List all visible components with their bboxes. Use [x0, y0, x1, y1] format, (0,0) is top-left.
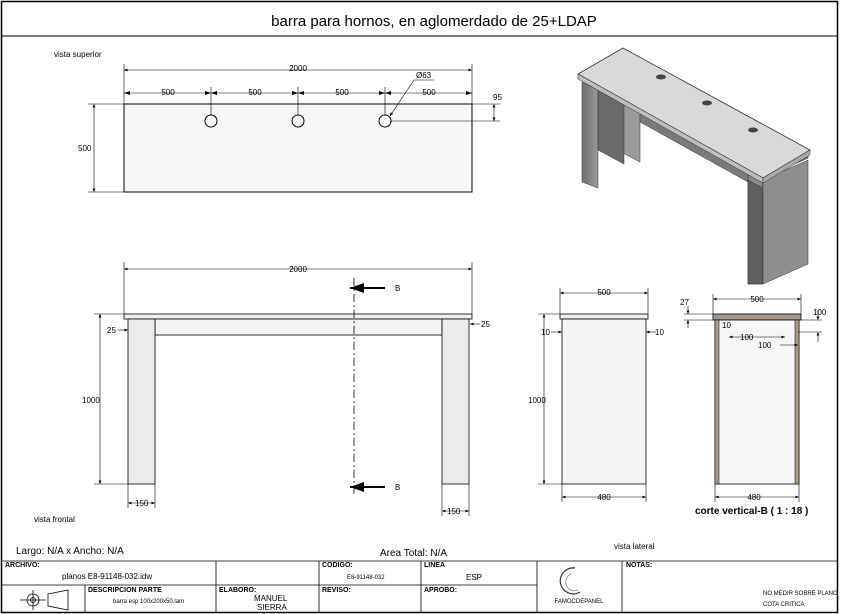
dim-front-top-right: 25	[481, 320, 490, 329]
hole-2	[292, 115, 304, 127]
side-view	[528, 288, 664, 551]
dimensions-info: Largo: N/A x Ancho: N/A	[16, 546, 124, 557]
dim-spacing-4: 500	[422, 88, 436, 97]
dim-front-total: 2000	[289, 265, 307, 274]
top-view	[54, 50, 502, 192]
dim-hole-diameter: Ø63	[416, 71, 432, 80]
dim-spacing-3: 500	[335, 88, 349, 97]
dim-section-inner-1: 100	[740, 333, 754, 342]
dim-top-total: 2000	[289, 64, 307, 73]
dim-top-depth: 500	[78, 144, 92, 153]
section-view-label: corte vertical-B ( 1 : 18 )	[695, 506, 809, 517]
drawing-title: barra para hornos, en aglomerdado de 25+LDAP	[271, 13, 597, 30]
area-total: Area Total: N/A	[380, 548, 448, 559]
company-logo	[555, 568, 605, 605]
descripcion-label: DESCRIPCION PARTE	[88, 587, 162, 594]
codigo-label: CODIGO:	[322, 562, 353, 569]
dim-front-leg-left: 150	[135, 499, 149, 508]
codigo-value: E8-91148-032	[347, 575, 385, 581]
elaboro-name-2: SIERRA	[257, 603, 287, 612]
section-marker-top: B	[395, 284, 401, 293]
dim-side-top-width: 500	[597, 288, 611, 297]
dim-section-right: 100	[813, 308, 827, 317]
dim-spacing-1: 500	[161, 88, 175, 97]
dim-side-overhang-left: 10	[541, 328, 550, 337]
archivo-label: ARCHIVO:	[5, 562, 40, 569]
projection-symbol	[20, 590, 68, 610]
dim-front-top-left: 25	[107, 326, 116, 335]
isometric-view	[578, 48, 810, 284]
dim-hole-offset: 95	[493, 93, 502, 102]
hole-3	[379, 115, 391, 127]
dim-section-inner-2: 100	[758, 341, 772, 350]
note-cota-critica: COTA CRITICA	[763, 602, 805, 608]
descripcion-value: barra esp 100x200x50.lam	[113, 599, 185, 605]
front-view	[34, 262, 490, 524]
reviso-label: REVISO:	[322, 587, 351, 594]
notas-label: NOTAS:	[626, 562, 653, 569]
dim-spacing-2: 500	[248, 88, 262, 97]
dim-section-overhang: 10	[722, 321, 731, 330]
aprobo-label: APROBO:	[424, 587, 458, 594]
dim-section-thickness: 27	[680, 298, 689, 307]
note-no-medir: NO MEDIR SOBRE PLANO	[763, 591, 838, 597]
side-view-label: vista lateral	[614, 542, 655, 551]
elaboro-name-1: MANUEL	[254, 594, 288, 603]
linea-label: LINEA	[424, 562, 445, 569]
elaboro-label: ELABORO:	[219, 587, 257, 594]
dim-section-top-width: 500	[750, 295, 764, 304]
dim-front-leg-right: 150	[447, 507, 461, 516]
top-view-label: vista superior	[54, 50, 102, 59]
logo-text: FAMOCDEPANEL	[554, 599, 604, 605]
linea-value: ESP	[466, 573, 483, 582]
front-view-label: vista frontal	[34, 515, 75, 524]
dim-side-overhang-right: 10	[655, 328, 664, 337]
section-view	[680, 294, 827, 517]
archivo-value: planos E8-91148-032.idw	[62, 572, 153, 581]
dim-side-bottom-width: 480	[597, 493, 611, 502]
dim-front-height: 1000	[82, 396, 100, 405]
section-marker-bottom: B	[395, 483, 401, 492]
dim-side-height: 1000	[528, 396, 546, 405]
dim-section-bottom-width: 480	[747, 493, 761, 502]
hole-1	[205, 115, 217, 127]
